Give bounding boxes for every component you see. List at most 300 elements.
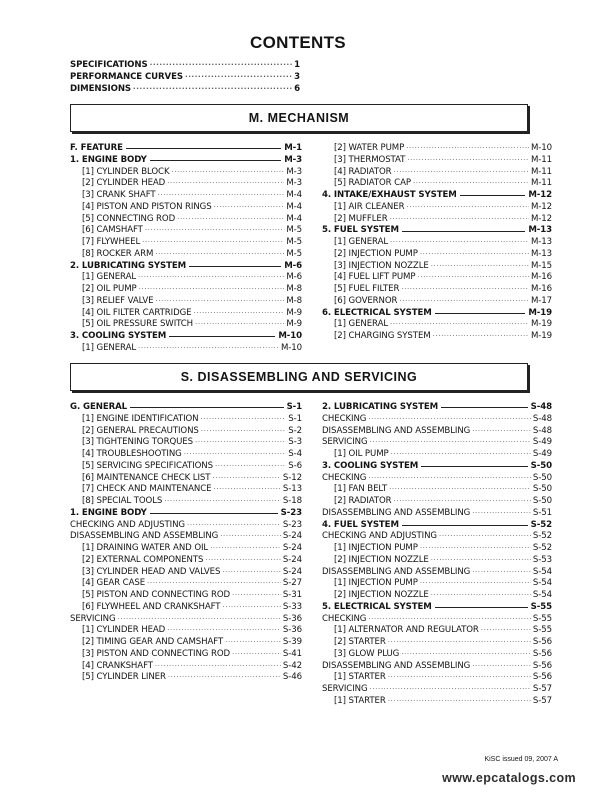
toc-entry[interactable] bbox=[70, 237, 302, 249]
toc-entry[interactable] bbox=[322, 202, 552, 214]
toc-entry[interactable] bbox=[70, 60, 300, 72]
toc-leader bbox=[433, 331, 529, 343]
toc-leader bbox=[413, 178, 529, 190]
toc-entry-page: S-24 bbox=[282, 566, 302, 577]
toc-entry-label: [6] MAINTENANCE CHECK LIST bbox=[82, 472, 211, 483]
toc-entry-label: [1] CYLINDER HEAD bbox=[82, 625, 166, 636]
toc-entry[interactable] bbox=[322, 284, 552, 296]
toc-leader bbox=[406, 143, 529, 155]
toc-entry-page: S-49 bbox=[532, 449, 552, 459]
toc-leader bbox=[118, 614, 281, 626]
toc-entry[interactable] bbox=[70, 637, 302, 649]
toc-entry-page: M-4 bbox=[286, 201, 302, 212]
toc-entry[interactable] bbox=[322, 237, 552, 249]
toc-entry-page: S-41 bbox=[282, 648, 302, 659]
toc-leader bbox=[195, 437, 286, 449]
toc-entry-page: S-27 bbox=[282, 578, 302, 589]
toc-entry[interactable] bbox=[70, 555, 302, 567]
toc-entry-page: S-52 bbox=[532, 543, 552, 553]
toc-entry-label: SERVICING bbox=[322, 684, 368, 694]
toc-entry-label: [1] ALTERNATOR AND REGULATOR bbox=[334, 625, 479, 636]
toc-leader bbox=[394, 496, 531, 508]
toc-leader bbox=[167, 178, 284, 190]
toc-entry[interactable] bbox=[70, 402, 302, 414]
toc-leader bbox=[133, 84, 292, 96]
toc-entry-page: M-19 bbox=[530, 319, 552, 330]
toc-entry-page: S-36 bbox=[282, 625, 302, 636]
toc-entry[interactable] bbox=[322, 649, 552, 661]
toc-entry-page: S-23 bbox=[282, 519, 302, 530]
toc-entry-label: [5] PISTON AND CONNECTING ROD bbox=[82, 590, 231, 600]
toc-entry[interactable] bbox=[70, 143, 302, 155]
toc-entry[interactable] bbox=[322, 225, 552, 237]
toc-entry-label: [5] OIL PRESSURE SWITCH bbox=[82, 319, 194, 330]
toc-entry[interactable] bbox=[322, 684, 552, 696]
toc-entry-page: 1 bbox=[294, 60, 300, 70]
toc-entry-label: [7] CHECK AND MAINTENANCE bbox=[82, 484, 212, 495]
toc-entry-label: DISASSEMBLING AND ASSEMBLING bbox=[70, 531, 219, 542]
toc-entry-page: M-6 bbox=[286, 272, 302, 283]
toc-entry-page: M-4 bbox=[286, 190, 302, 200]
toc-entry-page: M-9 bbox=[286, 319, 302, 330]
toc-entry-label: [4] FUEL LIFT PUMP bbox=[334, 272, 416, 283]
toc-entry[interactable] bbox=[322, 555, 552, 567]
toc-entry[interactable] bbox=[322, 508, 552, 520]
toc-entry[interactable] bbox=[322, 637, 552, 649]
toc-entry-label: [4] TROUBLESHOOTING bbox=[82, 449, 182, 459]
toc-entry[interactable] bbox=[70, 72, 300, 84]
toc-leader bbox=[126, 148, 281, 149]
toc-entry[interactable] bbox=[322, 461, 552, 473]
toc-entry-page: M-16 bbox=[530, 284, 552, 294]
toc-entry-page: S-1 bbox=[288, 413, 302, 424]
toc-leader bbox=[472, 661, 531, 673]
toc-leader bbox=[130, 407, 284, 408]
toc-entry-label: [1] GENERAL bbox=[82, 342, 137, 353]
toc-leader bbox=[460, 195, 526, 196]
toc-leader bbox=[158, 190, 285, 202]
toc-entry-page: S-18 bbox=[282, 496, 302, 506]
toc-entry-label: [3] THERMOSTAT bbox=[334, 154, 406, 165]
toc-entry-page: M-11 bbox=[530, 154, 552, 165]
toc-leader bbox=[368, 414, 531, 426]
toc-leader bbox=[417, 272, 528, 284]
toc-entry-label: [6] FLYWHEEL AND CRANKSHAFT bbox=[82, 601, 221, 612]
toc-entry-label: SERVICING bbox=[70, 613, 116, 624]
servicing-toc-right bbox=[322, 402, 552, 708]
toc-entry-label: [1] GENERAL bbox=[82, 272, 137, 283]
toc-entry-page: S-56 bbox=[532, 648, 552, 659]
toc-entry-page: M-17 bbox=[530, 295, 552, 306]
toc-leader bbox=[370, 684, 531, 696]
mechanism-toc-right bbox=[322, 143, 552, 343]
toc-entry[interactable] bbox=[322, 567, 552, 579]
toc-leader bbox=[201, 414, 287, 426]
toc-entry-label: 5. ELECTRICAL SYSTEM bbox=[322, 601, 432, 612]
toc-entry-page: S-56 bbox=[532, 672, 552, 683]
toc-entry[interactable] bbox=[70, 167, 302, 179]
toc-entry-label: [6] GOVERNOR bbox=[334, 295, 398, 306]
toc-entry[interactable] bbox=[70, 414, 302, 426]
toc-entry-page: S-49 bbox=[532, 437, 552, 448]
toc-leader bbox=[420, 249, 529, 261]
toc-entry[interactable] bbox=[70, 155, 302, 167]
toc-entry-label: SPECIFICATIONS bbox=[70, 60, 148, 70]
toc-entry-label: [2] OIL PUMP bbox=[82, 284, 137, 294]
toc-leader bbox=[435, 313, 526, 314]
toc-entry[interactable] bbox=[322, 178, 552, 190]
toc-entry-page: S-3 bbox=[288, 437, 302, 448]
toc-leader bbox=[193, 308, 284, 320]
toc-entry[interactable] bbox=[322, 261, 552, 273]
toc-entry-label: [1] INJECTION PUMP bbox=[334, 578, 418, 589]
toc-leader bbox=[390, 319, 529, 331]
toc-entry[interactable] bbox=[70, 284, 302, 296]
toc-entry[interactable] bbox=[70, 614, 302, 626]
toc-entry-page: S-48 bbox=[530, 402, 552, 412]
toc-entry[interactable] bbox=[70, 225, 302, 237]
toc-entry-page: S-53 bbox=[532, 554, 552, 565]
issue-note: KiSC issued 09, 2007 A bbox=[484, 756, 558, 763]
toc-entry-label: [4] CRANKSHAFT bbox=[82, 660, 153, 671]
toc-entry-label: [2] INJECTION NOZZLE bbox=[334, 554, 429, 565]
toc-entry-label: [2] CYLINDER HEAD bbox=[82, 178, 166, 189]
toc-leader bbox=[187, 520, 281, 532]
section-heading-mechanism: M. MECHANISM bbox=[70, 104, 528, 132]
toc-entry[interactable] bbox=[322, 449, 552, 461]
toc-entry-label: PERFORMANCE CURVES bbox=[70, 71, 183, 82]
toc-entry-page: M-10 bbox=[530, 143, 552, 153]
toc-leader bbox=[164, 496, 281, 508]
toc-leader bbox=[138, 343, 279, 355]
toc-entry[interactable] bbox=[322, 661, 552, 673]
toc-leader bbox=[220, 531, 281, 543]
toc-entry-page: S-56 bbox=[532, 660, 552, 671]
toc-entry-page: S-12 bbox=[282, 472, 302, 483]
toc-entry-page: M-3 bbox=[286, 166, 302, 177]
toc-entry-label: DISASSEMBLING AND ASSEMBLING bbox=[322, 425, 471, 436]
toc-entry[interactable] bbox=[322, 625, 552, 637]
toc-entry[interactable] bbox=[70, 602, 302, 614]
toc-leader bbox=[145, 225, 284, 237]
toc-entry-page: S-50 bbox=[530, 460, 552, 471]
toc-entry-page: 3 bbox=[294, 71, 300, 82]
toc-leader bbox=[177, 214, 284, 226]
toc-entry-label: [1] GENERAL bbox=[334, 319, 389, 330]
toc-leader bbox=[407, 155, 529, 167]
toc-entry[interactable] bbox=[70, 567, 302, 579]
toc-entry[interactable] bbox=[322, 272, 552, 284]
toc-entry[interactable] bbox=[322, 214, 552, 226]
toc-entry[interactable] bbox=[70, 178, 302, 190]
toc-leader bbox=[421, 466, 527, 467]
toc-entry-label: [1] FAN BELT bbox=[334, 484, 388, 495]
toc-entry-label: 1. ENGINE BODY bbox=[70, 507, 147, 518]
toc-entry-label: [3] CYLINDER HEAD AND VALVES bbox=[82, 566, 221, 577]
toc-entry-page: S-6 bbox=[288, 460, 302, 471]
toc-entry-label: [5] SERVICING SPECIFICATIONS bbox=[82, 460, 213, 471]
toc-entry-label: [5] FUEL FILTER bbox=[334, 284, 400, 294]
toc-leader bbox=[232, 590, 281, 602]
toc-entry[interactable] bbox=[70, 343, 302, 355]
toc-entry-page: M-5 bbox=[286, 248, 302, 259]
toc-entry[interactable] bbox=[322, 473, 552, 485]
toc-entry[interactable] bbox=[70, 272, 302, 284]
toc-entry-label: [3] PISTON AND CONNECTING ROD bbox=[82, 648, 231, 659]
toc-entry-page: S-57 bbox=[532, 684, 552, 694]
toc-entry-page: S-54 bbox=[532, 590, 552, 600]
toc-entry-page: S-50 bbox=[532, 472, 552, 483]
toc-entry-label: [7] FLYWHEEL bbox=[82, 237, 141, 247]
toc-entry-label: DISASSEMBLING AND ASSEMBLING bbox=[322, 507, 471, 518]
toc-entry[interactable] bbox=[322, 167, 552, 179]
toc-entry[interactable] bbox=[322, 308, 552, 320]
toc-leader bbox=[212, 473, 280, 485]
toc-entry[interactable] bbox=[322, 696, 552, 708]
toc-entry[interactable] bbox=[322, 543, 552, 555]
toc-entry[interactable] bbox=[322, 437, 552, 449]
toc-entry[interactable] bbox=[322, 672, 552, 684]
toc-entry-label: CHECKING AND ADJUSTING bbox=[322, 531, 437, 542]
toc-entry-page: S-55 bbox=[530, 601, 552, 612]
toc-leader bbox=[167, 625, 281, 637]
toc-entry-label: F. FEATURE bbox=[70, 143, 123, 153]
toc-entry-page: S-52 bbox=[530, 519, 552, 530]
toc-leader bbox=[225, 637, 281, 649]
toc-entry-label: [3] INJECTION NOZZLE bbox=[334, 260, 429, 271]
toc-leader bbox=[431, 590, 531, 602]
toc-entry-page: M-10 bbox=[280, 342, 302, 353]
toc-entry-label: [3] GLOW PLUG bbox=[334, 648, 400, 659]
toc-entry[interactable] bbox=[322, 296, 552, 308]
toc-leader bbox=[232, 649, 281, 661]
toc-leader bbox=[390, 237, 529, 249]
toc-entry[interactable] bbox=[322, 520, 552, 532]
toc-leader bbox=[431, 261, 529, 273]
toc-entry-label: [2] INJECTION PUMP bbox=[334, 248, 418, 259]
toc-entry[interactable] bbox=[70, 531, 302, 543]
toc-entry-label: DISASSEMBLING AND ASSEMBLING bbox=[322, 660, 471, 671]
toc-leader bbox=[222, 602, 280, 614]
toc-entry[interactable] bbox=[322, 496, 552, 508]
toc-entry[interactable] bbox=[70, 649, 302, 661]
toc-entry-page: M-3 bbox=[286, 178, 302, 189]
toc-entry[interactable] bbox=[70, 520, 302, 532]
toc-entry[interactable] bbox=[322, 602, 552, 614]
toc-entry[interactable] bbox=[322, 155, 552, 167]
toc-entry-page: S-13 bbox=[282, 484, 302, 495]
toc-leader bbox=[150, 513, 278, 514]
toc-leader bbox=[390, 214, 529, 226]
toc-entry-page: M-12 bbox=[528, 190, 552, 200]
toc-entry[interactable] bbox=[70, 484, 302, 496]
toc-entry[interactable] bbox=[322, 484, 552, 496]
toc-entry-page: M-10 bbox=[278, 331, 302, 341]
toc-leader bbox=[481, 625, 531, 637]
toc-entry-page: M-13 bbox=[530, 248, 552, 259]
toc-entry-label: [4] PISTON AND PISTON RINGS bbox=[82, 201, 212, 212]
toc-leader bbox=[205, 555, 281, 567]
toc-entry[interactable] bbox=[70, 543, 302, 555]
toc-entry-label: G. GENERAL bbox=[70, 402, 128, 412]
toc-entry-page: M-8 bbox=[286, 295, 302, 306]
toc-entry[interactable] bbox=[70, 190, 302, 202]
servicing-toc-left bbox=[70, 402, 302, 684]
toc-entry-label: [1] AIR CLEANER bbox=[334, 201, 405, 212]
toc-leader bbox=[201, 426, 287, 438]
toc-entry[interactable] bbox=[70, 625, 302, 637]
toc-entry[interactable] bbox=[70, 249, 302, 261]
toc-entry[interactable] bbox=[70, 202, 302, 214]
toc-entry[interactable] bbox=[322, 590, 552, 602]
toc-leader bbox=[401, 284, 529, 296]
toc-entry-label: [2] CHARGING SYSTEM bbox=[334, 331, 431, 341]
toc-entry-page: M-12 bbox=[530, 201, 552, 212]
toc-leader bbox=[399, 296, 529, 308]
toc-leader bbox=[388, 672, 531, 684]
toc-leader bbox=[420, 578, 531, 590]
toc-entry-page: S-24 bbox=[282, 543, 302, 553]
mechanism-toc-left bbox=[70, 143, 302, 355]
toc-entry-page: S-24 bbox=[282, 554, 302, 565]
toc-entry[interactable] bbox=[322, 190, 552, 202]
toc-entry-label: [2] GENERAL PRECAUTIONS bbox=[82, 425, 199, 436]
toc-entry[interactable] bbox=[70, 672, 302, 684]
toc-entry-label: 3. COOLING SYSTEM bbox=[70, 331, 167, 341]
toc-entry-page: S-24 bbox=[282, 531, 302, 542]
toc-leader bbox=[156, 296, 285, 308]
website-url[interactable]: www.epcatalogs.com bbox=[442, 771, 576, 785]
toc-entry-label: [4] OIL FILTER CARTRIDGE bbox=[82, 307, 192, 318]
toc-entry[interactable] bbox=[322, 426, 552, 438]
toc-entry-page: S-4 bbox=[288, 449, 302, 459]
toc-entry[interactable] bbox=[70, 296, 302, 308]
toc-leader bbox=[420, 543, 531, 555]
toc-entry[interactable] bbox=[70, 319, 302, 331]
toc-entry[interactable] bbox=[322, 331, 552, 343]
toc-leader bbox=[472, 508, 531, 520]
toc-entry-label: [2] STARTER bbox=[334, 637, 386, 647]
toc-entry-page: S-54 bbox=[532, 566, 552, 577]
toc-leader bbox=[406, 202, 528, 214]
toc-entry-page: M-9 bbox=[286, 307, 302, 318]
toc-leader bbox=[155, 661, 281, 673]
toc-leader bbox=[222, 567, 281, 579]
toc-entry-page: S-46 bbox=[282, 672, 302, 683]
toc-entry-label: 6. ELECTRICAL SYSTEM bbox=[322, 307, 432, 318]
toc-entry-page: S-48 bbox=[532, 425, 552, 436]
toc-entry[interactable] bbox=[70, 84, 300, 96]
toc-entry[interactable] bbox=[70, 461, 302, 473]
toc-entry-page: M-6 bbox=[284, 260, 302, 271]
toc-entry-page: S-55 bbox=[532, 613, 552, 624]
toc-entry-page: S-51 bbox=[532, 507, 552, 518]
toc-leader bbox=[155, 249, 284, 261]
toc-entry[interactable] bbox=[70, 473, 302, 485]
toc-leader bbox=[185, 72, 292, 84]
toc-entry[interactable] bbox=[70, 261, 302, 273]
toc-leader bbox=[168, 672, 281, 684]
toc-entry-label: [1] DRAINING WATER AND OIL bbox=[82, 543, 209, 553]
toc-entry-label: [5] CONNECTING ROD bbox=[82, 213, 176, 224]
toc-entry[interactable] bbox=[70, 496, 302, 508]
top-toc-list bbox=[70, 60, 300, 95]
toc-entry-label: [1] ENGINE IDENTIFICATION bbox=[82, 413, 199, 424]
toc-entry-label: [3] TIGHTENING TORQUES bbox=[82, 437, 193, 448]
toc-entry-label: 2. LUBRICATING SYSTEM bbox=[322, 402, 439, 412]
toc-entry-page: S-56 bbox=[532, 637, 552, 647]
toc-entry-label: CHECKING bbox=[322, 472, 367, 483]
section-heading-servicing: S. DISASSEMBLING AND SERVICING bbox=[70, 363, 528, 391]
toc-leader bbox=[150, 160, 281, 161]
toc-entry[interactable] bbox=[70, 590, 302, 602]
toc-entry[interactable] bbox=[70, 661, 302, 673]
toc-leader bbox=[147, 578, 281, 590]
toc-entry-label: [6] CAMSHAFT bbox=[82, 225, 143, 236]
toc-entry-label: [1] OIL PUMP bbox=[334, 449, 389, 459]
toc-entry[interactable] bbox=[322, 143, 552, 155]
toc-entry-page: S-50 bbox=[532, 496, 552, 506]
toc-leader bbox=[171, 167, 284, 179]
toc-entry-label: [2] MUFFLER bbox=[334, 213, 388, 224]
page-title: CONTENTS bbox=[250, 33, 346, 52]
toc-leader bbox=[370, 437, 531, 449]
toc-leader bbox=[139, 284, 285, 296]
toc-entry-page: S-1 bbox=[286, 402, 302, 412]
toc-entry-label: [2] RADIATOR bbox=[334, 496, 392, 506]
toc-leader bbox=[389, 484, 531, 496]
toc-entry[interactable] bbox=[322, 578, 552, 590]
toc-entry-label: CHECKING AND ADJUSTING bbox=[70, 519, 185, 530]
toc-entry[interactable] bbox=[70, 578, 302, 590]
toc-entry-label: [8] ROCKER ARM bbox=[82, 248, 154, 259]
toc-entry[interactable] bbox=[70, 437, 302, 449]
toc-leader bbox=[391, 449, 531, 461]
toc-leader bbox=[184, 449, 287, 461]
toc-entry[interactable] bbox=[322, 531, 552, 543]
toc-entry[interactable] bbox=[70, 331, 302, 343]
toc-leader bbox=[169, 336, 275, 337]
toc-leader bbox=[472, 426, 531, 438]
toc-entry-label: [2] TIMING GEAR AND CAMSHAFT bbox=[82, 637, 224, 647]
toc-leader bbox=[195, 319, 284, 331]
toc-entry[interactable] bbox=[70, 426, 302, 438]
toc-entry[interactable] bbox=[322, 614, 552, 626]
toc-entry-page: M-13 bbox=[530, 237, 552, 247]
toc-entry-page: S-42 bbox=[282, 660, 302, 671]
toc-leader bbox=[150, 60, 293, 72]
toc-entry-page: M-11 bbox=[530, 166, 552, 177]
toc-entry[interactable] bbox=[70, 214, 302, 226]
toc-entry[interactable] bbox=[322, 414, 552, 426]
toc-entry-page: S-33 bbox=[282, 601, 302, 612]
toc-entry[interactable] bbox=[322, 402, 552, 414]
toc-leader bbox=[441, 407, 528, 408]
toc-entry[interactable] bbox=[70, 449, 302, 461]
toc-entry-page: M-11 bbox=[530, 178, 552, 189]
toc-entry-label: [1] STARTER bbox=[334, 695, 386, 706]
toc-entry[interactable] bbox=[70, 308, 302, 320]
toc-entry[interactable] bbox=[322, 319, 552, 331]
toc-leader bbox=[388, 637, 531, 649]
toc-entry-label: [1] INJECTION PUMP bbox=[334, 543, 418, 553]
toc-entry[interactable] bbox=[70, 508, 302, 520]
toc-entry-page: M-8 bbox=[286, 284, 302, 294]
toc-leader bbox=[402, 525, 528, 526]
toc-leader bbox=[214, 202, 285, 214]
toc-leader bbox=[142, 237, 284, 249]
toc-entry[interactable] bbox=[322, 249, 552, 261]
